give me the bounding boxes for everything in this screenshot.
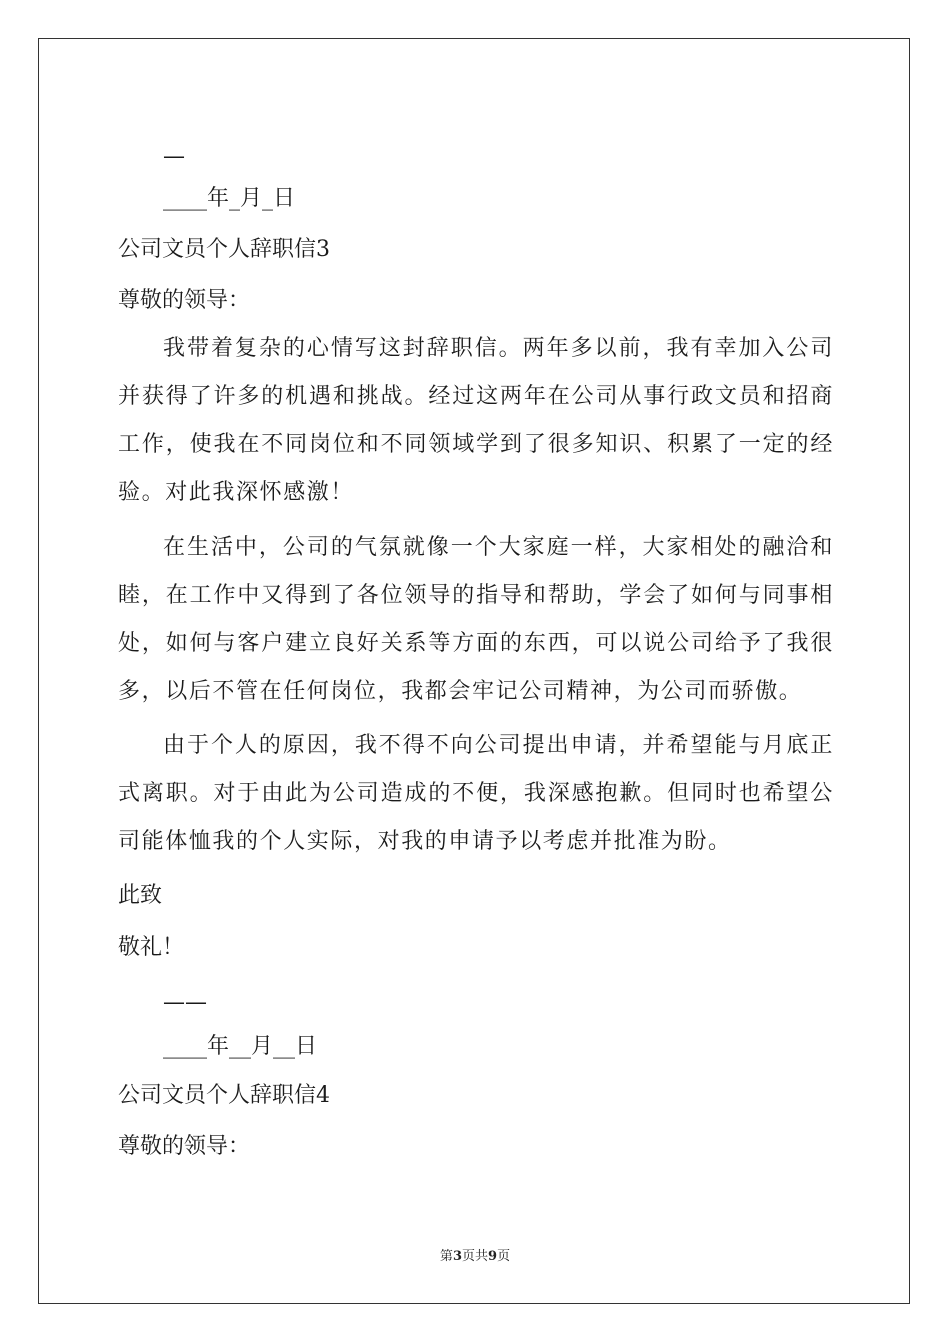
page-footer	[0, 1248, 950, 1266]
closing-regards: 敬礼！	[118, 935, 185, 960]
body-paragraph-2: 在生活中，公司的气氛就像一个大家庭一样，大家相处的融洽和睦，在工作中又得到了各位领导的指导和帮助，学会了如何与同事相处，如何与客户建立良好关系等方面的东西，可以说公司给予了我很多，以后不管在任何岗位，我都会牢记公司精神，为公司而骄傲。	[118, 535, 834, 704]
next-letter-salutation: 尊敬的领导：	[118, 1134, 251, 1159]
page-prefix: 第	[439, 1249, 453, 1264]
total-pages: 9	[488, 1249, 498, 1264]
date-line: ____年_月_日	[163, 186, 296, 211]
page-suffix: 页	[461, 1249, 475, 1264]
salutation: 尊敬的领导：	[118, 288, 251, 313]
body-paragraph-3: 由于个人的原因，我不得不向公司提出申请，并希望能与月底正式离职。对于由此为公司造成的不便，我深感抱歉。但同时也希望公司能体恤我的个人实际，对我的申请予以考虑并批准为盼。	[118, 733, 834, 854]
next-letter-title: 公司文员个人辞职信4	[118, 1083, 330, 1108]
signature-line-2: ——	[163, 990, 207, 1015]
date-line-2: ____年__月__日	[163, 1034, 318, 1059]
total-suffix: 页	[497, 1249, 511, 1264]
page-number: 3	[452, 1249, 462, 1264]
signature-line: —	[163, 144, 185, 169]
body-paragraph-1: 我带着复杂的心情写这封辞职信。两年多以前，我有幸加入公司并获得了许多的机遇和挑战。经过这两年在公司从事行政文员和招商工作，使我在不同岗位和不同领域学到了很多知识、积累了一定的经验。对此我深怀感激！	[118, 336, 834, 505]
letter-title: 公司文员个人辞职信3	[118, 237, 330, 262]
total-prefix: 共	[475, 1249, 489, 1264]
closing-text: 此致	[118, 883, 163, 908]
